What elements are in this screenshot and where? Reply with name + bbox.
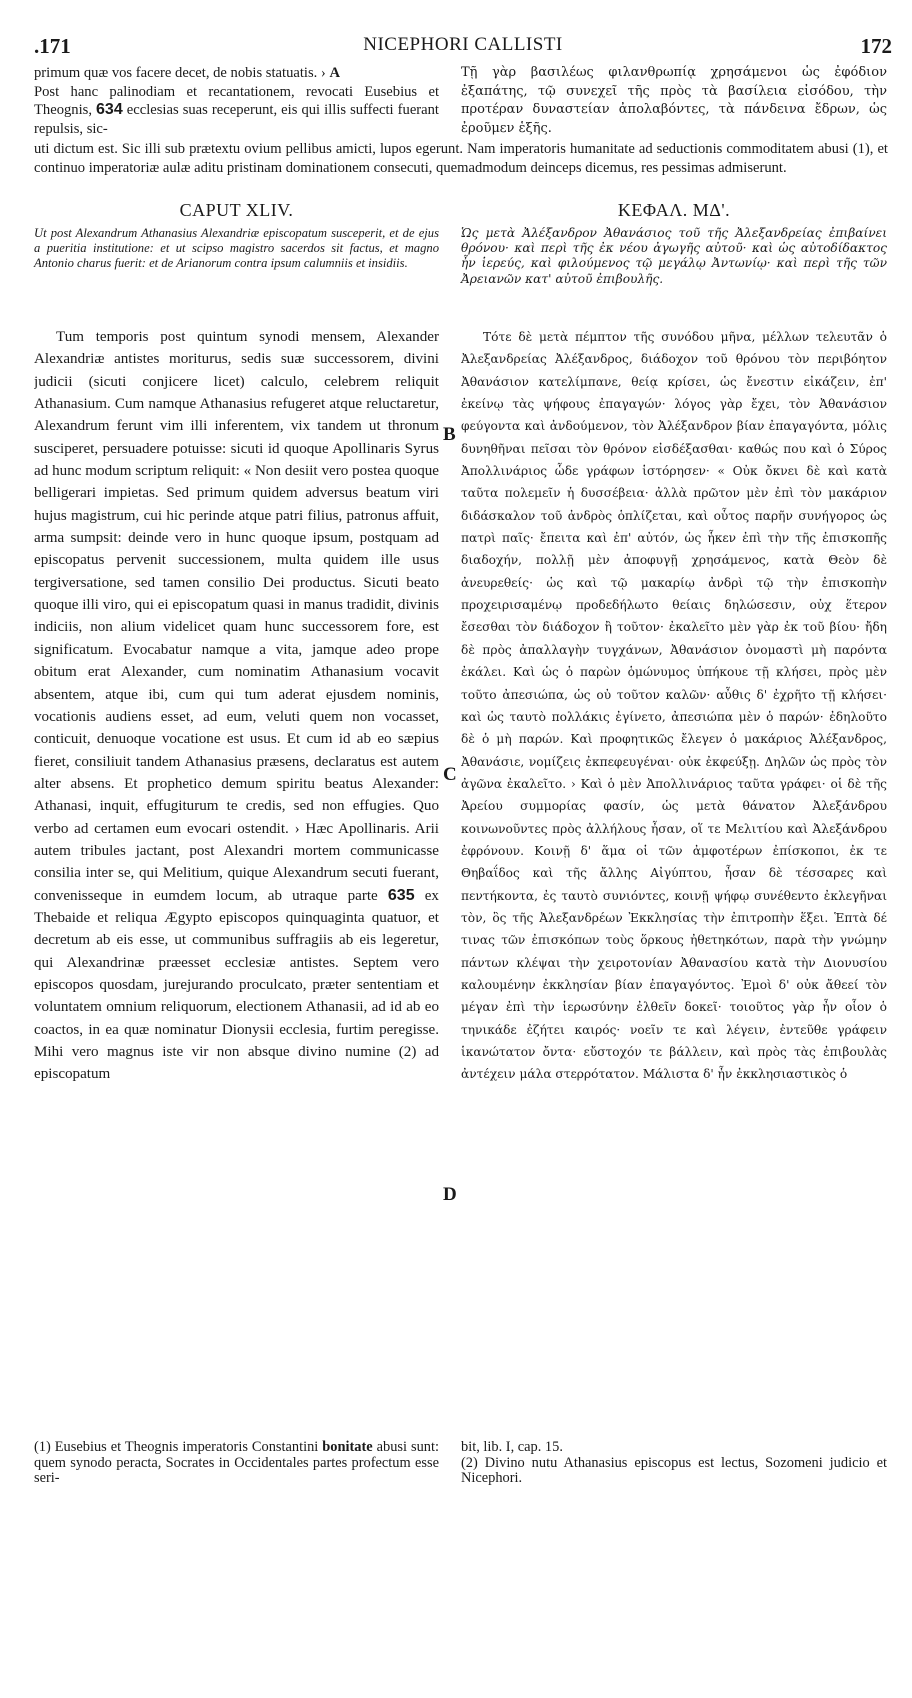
greek-continuation <box>461 64 887 138</box>
column-marker-b: B <box>443 424 456 445</box>
chapter-heading-latin: CAPUT XLIV. <box>179 200 294 220</box>
footnote-left: (1) Eusebius et Theognis imperatoris Constantini bonitate abusi sunt: quem synodo peracta, Socrates in Occidentales partes profectum esse seri- <box>34 1439 439 1487</box>
latin-continuation <box>34 64 439 138</box>
full-width-latin-text: uti dictum est. Sic illi sub prætextu ovium pellibus amicti, lupos egerunt. Nam imperatoris humanitate ad seductionis commoditatem abusi (1), et continuo imperatoriæ aulæ aditu pristinam dominationem consecuti, quemadmodum deinceps dicemus, res pessimas admiserunt. <box>34 141 888 176</box>
column-marker-a: A <box>329 65 340 81</box>
page-number-right: 172 <box>860 34 892 58</box>
column-marker-c: C <box>443 764 457 785</box>
chapter-summary-greek: Ὡς μετὰ Ἀλέξανδρον Ἀθανάσιος τοῦ τῆς Ἀλεξανδρείας ἐπιβαίνει θρόνου· καὶ περὶ τῆς ἐκ νέου ἀγωγῆς αὐτοῦ· καὶ ὡς αὐτοδίδακτος ἦν ἱερεύς, καὶ φιλούμενος τῷ μεγάλῳ Ἀντωνίῳ· καὶ περὶ τῆς τῶν Ἀρειανῶν κατ' αὐτοῦ ἐπιβουλῆς. <box>461 226 887 286</box>
column-marker-d: D <box>443 1184 457 1205</box>
chapter-heading-greek: ΚΕΦΑΛ. ΜΔ'. <box>617 200 731 220</box>
latin-paragraph: Tum temporis post quintum synodi mensem, Alexander Alexandriæ antistes moriturus, sedis suæ successorem, divini judicii (sicuti conjicere licet) calculo, celebrem reliquit Athanasium. Cum namque Athanasius refugeret atque reluctaretur, Alexandrum ferunt vim illi inferentem, vix tandem ut thronum susciperet, persuadere potuisse: sicuti id quoque Apollinaris Syrus ad hunc modum scriptum reliquit: « Non desiit vero postea quoque belligerari impietas. Sed primum quidem adversus beatum viri hujus magistrum, cui hic perinde atque patri filius, patronus affuit, arma sumpsit: deinde vero in hunc quoque ipsum, postquam ad episcopatus pervenit successionem, multa quidem ille usus tergiversatione, sed tamen consilio Dei productus. Sicuti beato quoque illi viro, qui ei episcopatum quasi in manus tradidit, divinis indiciis, non alium videlicet quam hunc successorem fore, est significatum. Evocabatur namque a vita, jamque adeo prope obitum erat Alexander, cum nominatim Athanasium vocavit absentem, atque ibi, cum qui tum aderat ejusdem nominis, vocationis audiens esset, ad eum, veluti quem non vocasset, conticuit, denuoque vocatione est usus. Et cum id ab eo sæpius fieret, consiliuit tandem Athanasius præsens, declaratus est autem alter absens. Et prophetico demum spiritu beatus Alexander: Athanasi, inquit, effugiturum te credis, sed non effugies. Quo verbo ad certamen eum evocari ostendit. › Hæc Apollinaris. Arii autem tribules jactant, post Alexandri mortem communicasse consilia inter se, qui Melitium, quique Alexandrum secuti fuerant, convenisseque in eumdem locum, ab utraque parte 635 ex Thebaide et reliqua Ægypto episcopos quinquaginta quatuor, et decretum ab eis esse, ut communibus suffragiis ab eis legeretur, qui Alexandrinæ præesset ecclesiæ antistes. Septem vero episcopos quosdam, jurejurando proculcato, præter sententiam et voluntatem omnium reliquorum, electionem Athanasii, ad id ab eo coactos, in ea quæ nominatur Dionysii ecclesia, furtim peregisse. Mihi vero magnus iste vir non absque divino numine (2) ad episcopatum <box>34 329 439 1083</box>
edition-page-number: 634 <box>96 101 123 119</box>
greek-paragraph: Τότε δὲ μετὰ πέμπτον τῆς συνόδου μῆνα, μέλλων τελευτᾶν ὁ Ἀλεξανδρείας Ἀλέξανδρος, διάδοχον τοῦ θρόνου τὸν περιβόητον Ἀθανάσιον κατελίμπανε, θείᾳ κρίσει, ὡς ἔνεστιν εἰκάζειν, ἐπ' ἐκείνῳ τὰς ψήφους ἐπαγαγών· λόγος γὰρ ἔχει, τὸν Ἀθανάσιον φεύγοντα καὶ ἀνδούμενον, τὸν Ἀλέξανδρον βίαν ἐπαγαγόντα, μόλις δυνηθῆναι πεῖσαι τὸν θρόνον εἰσδέξασθαι· καθώς που καὶ ὁ Σύρος Ἀπολλινάριος ὧδε γράφων ἱστόρησεν· « Οὐκ ὄκνει δὲ καὶ κατὰ ταῦτα πολεμεῖν ἡ δυσσέβεια· ἀλλὰ πρῶτον μὲν ἐπὶ τὸν μακάριον διδάσκαλον τοῦ ἀνδρὸς ὁπλίζεται, καὶ οὗτος παρῆν συνήγορος ὡς πατρὶ παῖς· ἔπειτα καὶ ἐπ' αὐτόν, ὡς ἧκεν ἐπὶ τὴν τῆς ἐπισκοπῆς διαδοχήν, πολλῇ μὲν ἀποφυγῇ χρησάμενος, κατὰ Θεὸν δὲ ἀνευρεθείς· ὡς καὶ τῷ μακαρίῳ ἀνδρὶ τῷ τὴν ἐπισκοπὴν προχειρισαμένῳ προδεδήλωτο θείαις δηλώσεσιν, οὐχ ἕτερον ἔσεσθαι τὸν διάδοχον ἢ τοῦτον· ἐκαλεῖτο μὲν γὰρ ἐκ τοῦ βίου· ἤδη δὲ πρὸς ἀπαλλαγὴν τυγχάνων, Ἀθανάσιον ὀνομαστὶ μὴ παρόντα ἐκάλει. Καὶ ὡς ὁ παρὼν ὁμώνυμος ὑπήκουε τῇ κλήσει, πρὸς μὲν τοῦτο ἀπεσιώπα, ὡς οὐ τοῦτον καλῶν· αὖθις δ' ἐχρῆτο τῇ κλήσει· καὶ ὡς ταυτὸ πολλάκις ἐγίνετο, ἀπεσιώπα μὲν ὁ παρών· ἐδηλοῦτο δὲ ὁ μὴ παρών. Καὶ προφητικῶς ἔλεγεν ὁ μακάριος Ἀλέξανδρος, Ἀθανάσιε, νομίζεις ἐκπεφευγέναι· οὐκ ἐκφεύξῃ. Δηλῶν ὡς πρὸς τὸν ἀγῶνα ἐκαλεῖτο. › Καὶ ὁ μὲν Ἀπολλινάριος ταῦτα γράφει· οἱ δὲ τῆς Ἀρείου συμμορίας φασίν, ὡς μετὰ θάνατον Ἀλεξάνδρου κοινωνοῦντες πρὸς ἀλλήλους ἦσαν, οἵ τε Μελιτίου καὶ Ἀλεξάνδρου ἐφρόνουν. Κοινῇ δ' ἅμα οἱ τῶν ἀμφοτέρων ἐπίσκοποι, ἐκ τε Θηβαΐδος καὶ τῆς ἄλλης Αἰγύπτου, ἦσαν δὲ τέσσαρες καὶ πεντήκοντα, ἐς ταυτὸ συνιόντες, κοινῇ ψήφῳ συνέθεντο ἐκλεγῆναι τὸν, ὃς τῆς Ἀλεξανδρέων Ἐκκλησίας τὴν ἐπιτροπὴν ἕξει. Ἑπτὰ δέ τινας τῶν ἐπισκόπων τοὺς ὅρκους ἠθετηκότων, παρὰ τὴν γνώμην πάντων κλέψαι τὴν χειροτονίαν Ἀθανασίου κατὰ τὴν Διονυσίου καλουμένην ἐκκλησίαν βίαν ἐπαγαγόντος. Ἐμοὶ δ' οὐκ ἄθεεί τὸν μέγαν ἐπὶ τὴν ἱερωσύνην ἐλθεῖν δοκεῖ· τοιοῦτος γὰρ ἦν οἷον ὁ τηνικάδε ἐζήτει καιρός· νοεῖν τε καὶ λέγειν, ἐντεῦθε γράφειν ἱκανώτατον ὄντα· εὔστοχόν τε βάλλειν, καὶ πρὸς τὰς ἐπιβουλὰς ἀντέχειν μάλα στερρότατον. Μάλιστα δ' ἦν ἐκκλησιαστικὸς ὁ <box>461 330 887 1082</box>
edition-page-number-635: 635 <box>387 886 415 904</box>
greek-body <box>461 326 887 1698</box>
running-title: NICEPHORI CALLISTI <box>363 34 563 55</box>
latin-continuation-text: primum quæ vos facere decet, de nobis statuatis. › A Post hanc palinodiam et recantationem, revocati Eusebius et Theognis, 634 ecclesias suas receperunt, eis qui illis suffecti fuerant repulsis, sic- <box>34 65 439 137</box>
footnote-right: bit, lib. I, cap. 15. (2) Divino nutu Athanasius episcopus est lectus, Sozomeni judicio et Nicephori. <box>461 1439 887 1487</box>
greek-continuation-text: Τῇ γὰρ βασιλέως φιλανθρωπίᾳ χρησάμενοι ὡς ἐφόδιον ἐξαπάτης, τῷ συνεχεῖ τῆς πρὸς τὰ βασίλεια εἰσόδου, τὴν προτέραν δυναστείαν ἀπολαβόντες, τὰ πάνδεινα ἔδρων, ὡς ἐροῦμεν ἑξῆς. <box>461 65 887 136</box>
page-number-left: .171 <box>34 34 71 58</box>
chapter-summary-latin: Ut post Alexandrum Athanasius Alexandriæ episcopatum susceperit, et de ejus a pueritia institutione: et ut scipso magistro sacerdos sit factus, et magno Antonio charus fuerit: et de Arianorum contra ipsum calumniis et insidiis. <box>34 226 439 271</box>
full-width-latin <box>34 140 888 177</box>
latin-body <box>34 326 439 1698</box>
running-header <box>34 34 892 60</box>
